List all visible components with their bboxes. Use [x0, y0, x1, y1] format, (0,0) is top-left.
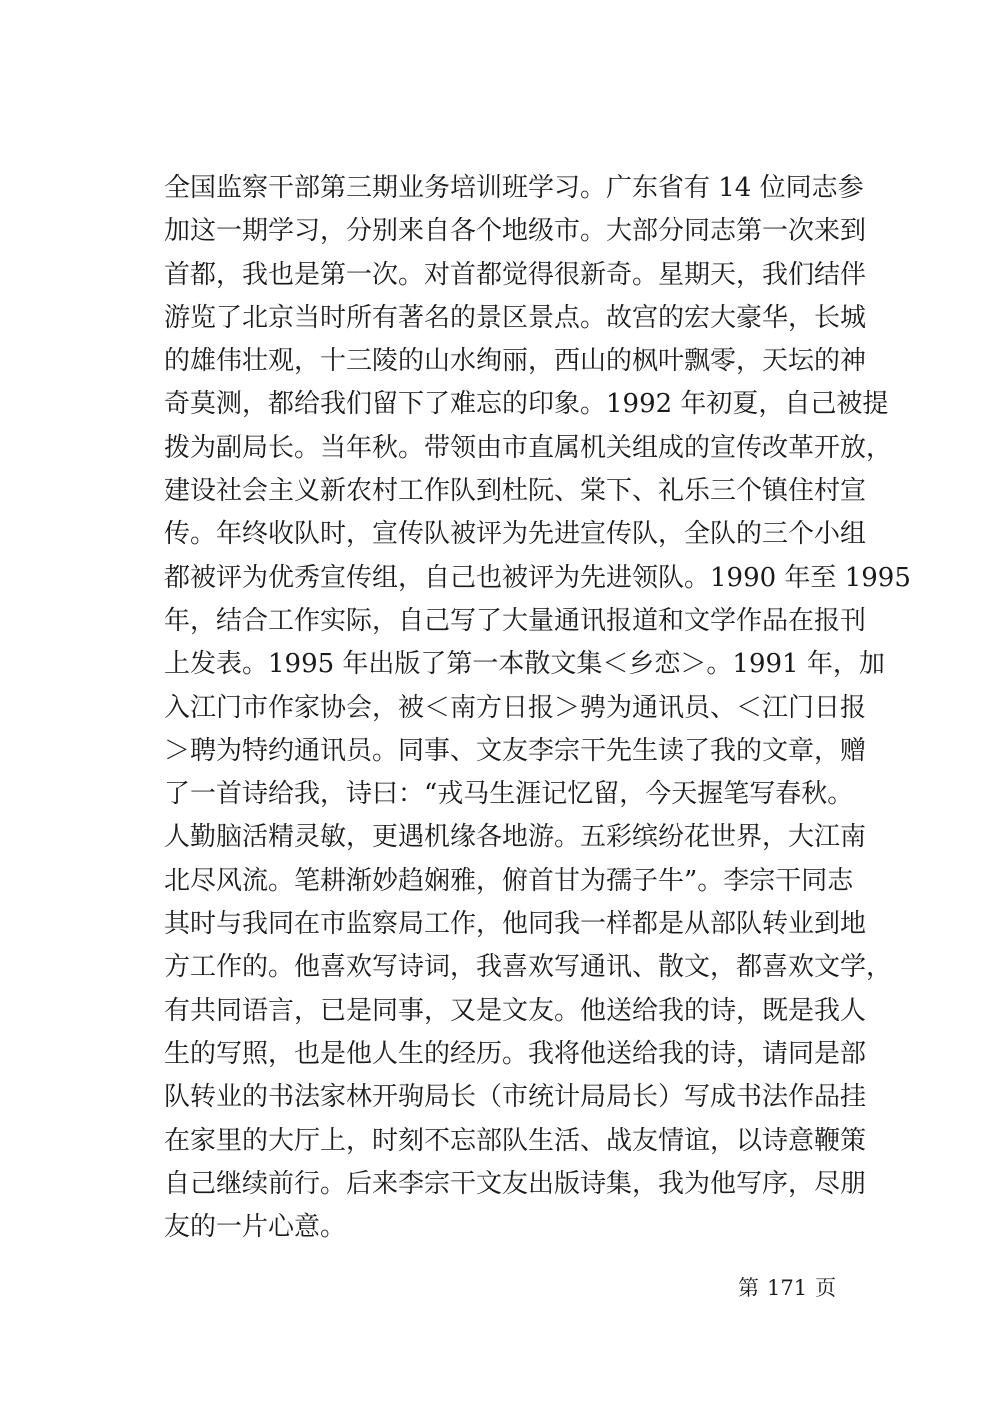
text-line: 奇莫测，都给我们留下了难忘的印象。1992 年初夏，自己被提 [164, 389, 889, 420]
text-line: 传。年终收队时，宣传队被评为先进宣传队，全队的三个小组 [164, 519, 867, 550]
text-line: 上发表。1995 年出版了第一本散文集＜乡恋＞。1991 年，加 [164, 649, 885, 680]
page-number-suffix: 页 [815, 1276, 837, 1300]
text-line: 友的一片心意。 [164, 1212, 347, 1243]
text-line: 北尽风流。笔耕渐妙趋娴雅，俯首甘为孺子牛”。李宗干同志 [164, 865, 854, 896]
text-line: 生的写照，也是他人生的经历。我将他送给我的诗，请同是部 [164, 1038, 867, 1069]
text-line: 首都，我也是第一次。对首都觉得很新奇。星期天，我们结伴 [164, 259, 867, 290]
text-line: 全国监察干部第三期业务培训班学习。广东省有 14 位同志参 [164, 173, 864, 203]
page-number-value: 171 [767, 1276, 808, 1300]
body-text [164, 167, 911, 1249]
text-line: 建设社会主义新农村工作队到杜阮、棠下、礼乐三个镇住村宣 [164, 476, 867, 507]
text-line: 都被评为优秀宣传组，自己也被评为先进领队。1990 年至 1995 [164, 562, 911, 593]
text-line: 加这一期学习，分别来自各个地级市。大部分同志第一次来到 [164, 216, 867, 247]
text-line: 队转业的书法家林开驹局长（市统计局局长）写成书法作品挂 [164, 1082, 867, 1113]
text-line: 年，结合工作实际，自己写了大量通讯报道和文学作品在报刊 [164, 605, 867, 636]
text-line: 自己继续前行。后来李宗干文友出版诗集，我为他写序，尽朋 [164, 1168, 867, 1199]
text-line: 的雄伟壮观，十三陵的山水绚丽，西山的枫叶飘零，天坛的神 [164, 346, 867, 377]
text-line: 入江门市作家协会，被＜南方日报＞骋为通讯员、＜江门日报 [164, 692, 867, 723]
text-line: 有共同语言，已是同事，又是文友。他送给我的诗，既是我人 [164, 995, 867, 1026]
text-line: 了一首诗给我，诗曰：“戎马生涯记忆留，今天握笔写春秋。 [164, 779, 854, 810]
text-line: 拨为副局长。当年秋。带领由市直属机关组成的宣传改革开放， [164, 432, 893, 463]
text-line: 游览了北京当时所有著名的景区景点。故宫的宏大豪华，长城 [164, 302, 867, 333]
page-number [738, 1272, 836, 1302]
text-line: 人勤脑活精灵敏，更遇机缘各地游。五彩缤纷花世界，大江南 [164, 822, 867, 853]
text-line: 方工作的。他喜欢写诗词，我喜欢写通讯、散文，都喜欢文学， [164, 952, 893, 983]
text-line: 在家里的大厅上，时刻不忘部队生活、战友情谊，以诗意鞭策 [164, 1125, 867, 1156]
text-line: 其时与我同在市监察局工作，他同我一样都是从部队转业到地 [164, 909, 867, 940]
text-line: ＞聘为特约通讯员。同事、文友李宗干先生读了我的文章，赠 [164, 735, 867, 766]
page-number-prefix: 第 [738, 1276, 759, 1300]
